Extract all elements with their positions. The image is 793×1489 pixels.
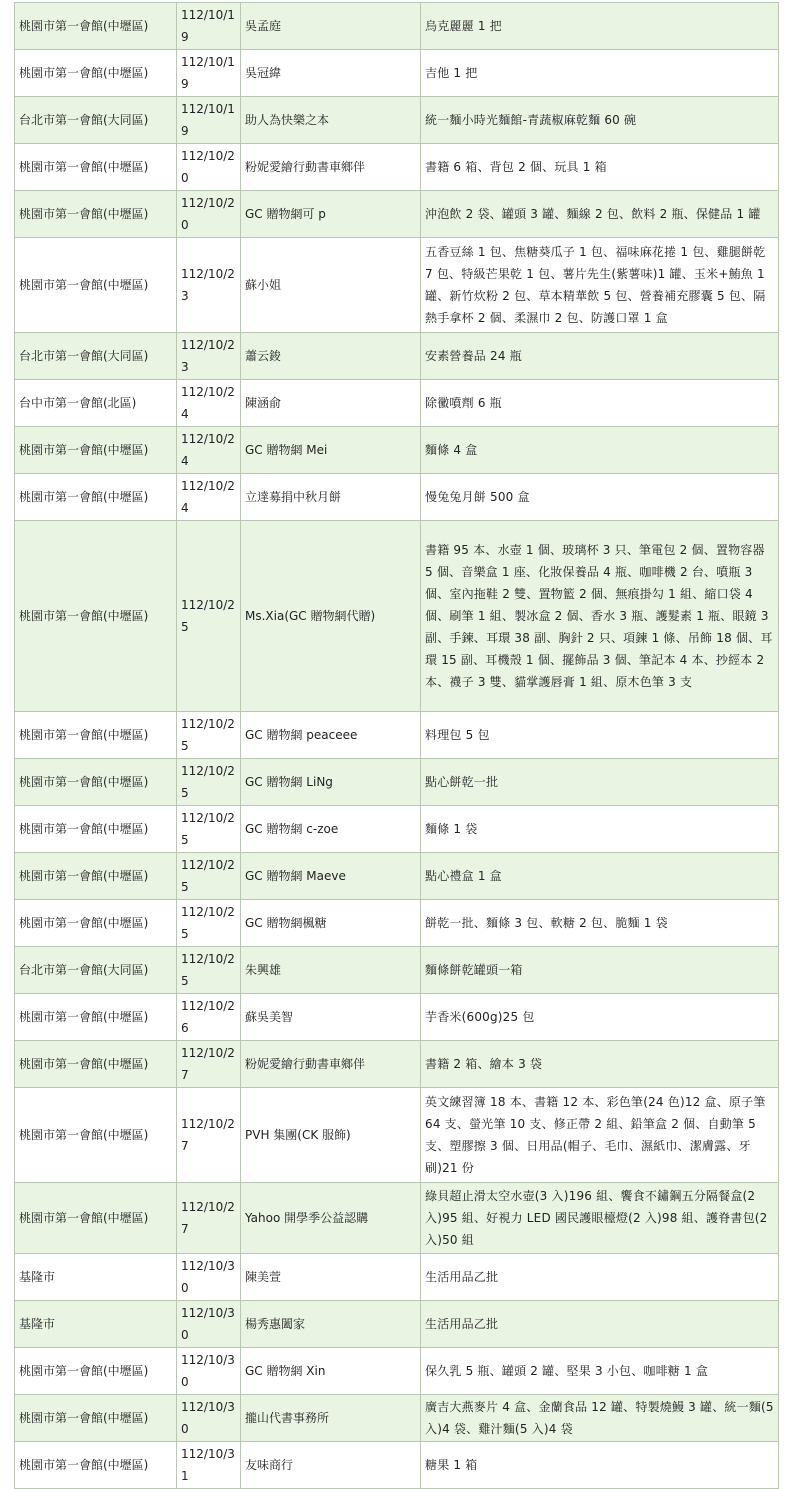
items-cell: 生活用品乙批 xyxy=(421,1301,779,1348)
table-row xyxy=(15,380,779,427)
date-cell: 112/10/23 xyxy=(177,238,241,333)
venue-cell: 桃園市第一會館(中壢區) xyxy=(15,806,177,853)
items-cell: 點心餅乾一批 xyxy=(421,759,779,806)
date-cell: 112/10/25 xyxy=(177,759,241,806)
date-cell: 112/10/27 xyxy=(177,1041,241,1088)
items-cell: 芋香米(600g)25 包 xyxy=(421,994,779,1041)
table-row xyxy=(15,1348,779,1395)
table-row xyxy=(15,1395,779,1442)
table-row xyxy=(15,333,779,380)
items-cell: 烏克麗麗 1 把 xyxy=(421,3,779,50)
venue-cell: 台北市第一會館(大同區) xyxy=(15,947,177,994)
table-row xyxy=(15,144,779,191)
donor-cell: 粉妮愛繪行動書車鄉伴 xyxy=(241,144,421,191)
date-cell: 112/10/30 xyxy=(177,1301,241,1348)
date-cell: 112/10/24 xyxy=(177,474,241,521)
date-cell: 112/10/25 xyxy=(177,712,241,759)
table-row xyxy=(15,1254,779,1301)
venue-cell: 台中市第一會館(北區) xyxy=(15,380,177,427)
table-row xyxy=(15,50,779,97)
date-cell: 112/10/30 xyxy=(177,1395,241,1442)
items-cell: 點心禮盒 1 盒 xyxy=(421,853,779,900)
venue-cell: 桃園市第一會館(中壢區) xyxy=(15,1183,177,1254)
donor-cell: 助人為快樂之本 xyxy=(241,97,421,144)
venue-cell: 桃園市第一會館(中壢區) xyxy=(15,191,177,238)
venue-cell: 桃園市第一會館(中壢區) xyxy=(15,427,177,474)
donor-cell: 攏山代書事務所 xyxy=(241,1395,421,1442)
venue-cell: 桃園市第一會館(中壢區) xyxy=(15,238,177,333)
table-row xyxy=(15,947,779,994)
date-cell: 112/10/27 xyxy=(177,1183,241,1254)
donation-table-body xyxy=(15,3,779,1489)
venue-cell: 桃園市第一會館(中壢區) xyxy=(15,994,177,1041)
donor-cell: GC 贈物網 Xin xyxy=(241,1348,421,1395)
donor-cell: GC 贈物網楓糖 xyxy=(241,900,421,947)
venue-cell: 台北市第一會館(大同區) xyxy=(15,333,177,380)
table-row xyxy=(15,427,779,474)
date-cell: 112/10/30 xyxy=(177,1348,241,1395)
items-cell: 生活用品乙批 xyxy=(421,1254,779,1301)
table-row xyxy=(15,1442,779,1489)
items-cell: 料理包 5 包 xyxy=(421,712,779,759)
table-row xyxy=(15,1301,779,1348)
items-cell: 統一麵小時光麵館-青蔬椒麻乾麵 60 碗 xyxy=(421,97,779,144)
items-cell: 糖果 1 箱 xyxy=(421,1442,779,1489)
donor-cell: GC 贈物網 peaceee xyxy=(241,712,421,759)
donor-cell: 吳孟庭 xyxy=(241,3,421,50)
table-row xyxy=(15,474,779,521)
date-cell: 112/10/24 xyxy=(177,380,241,427)
table-row xyxy=(15,97,779,144)
date-cell: 112/10/25 xyxy=(177,900,241,947)
venue-cell: 桃園市第一會館(中壢區) xyxy=(15,1088,177,1183)
date-cell: 112/10/30 xyxy=(177,1254,241,1301)
date-cell: 112/10/26 xyxy=(177,994,241,1041)
donor-cell: GC 贈物網 c-zoe xyxy=(241,806,421,853)
items-cell: 沖泡飲 2 袋、罐頭 3 罐、麵線 2 包、飲料 2 瓶、保健品 1 罐 xyxy=(421,191,779,238)
table-row xyxy=(15,806,779,853)
items-cell: 書籍 6 箱、背包 2 個、玩具 1 箱 xyxy=(421,144,779,191)
date-cell: 112/10/25 xyxy=(177,947,241,994)
items-cell: 保久乳 5 瓶、罐頭 2 罐、堅果 3 小包、咖啡糖 1 盒 xyxy=(421,1348,779,1395)
donor-cell: GC 贈物網 Maeve xyxy=(241,853,421,900)
table-row xyxy=(15,1183,779,1254)
items-cell: 除黴噴劑 6 瓶 xyxy=(421,380,779,427)
donor-cell: 陳美萱 xyxy=(241,1254,421,1301)
venue-cell: 桃園市第一會館(中壢區) xyxy=(15,1348,177,1395)
table-row xyxy=(15,712,779,759)
venue-cell: 基隆市 xyxy=(15,1301,177,1348)
venue-cell: 桃園市第一會館(中壢區) xyxy=(15,50,177,97)
donor-cell: 蕭云鋑 xyxy=(241,333,421,380)
table-row xyxy=(15,1088,779,1183)
donor-cell: 粉妮愛繪行動書車鄉伴 xyxy=(241,1041,421,1088)
date-cell: 112/10/24 xyxy=(177,427,241,474)
venue-cell: 台北市第一會館(大同區) xyxy=(15,97,177,144)
table-row xyxy=(15,3,779,50)
venue-cell: 桃園市第一會館(中壢區) xyxy=(15,144,177,191)
donor-cell: 蘇吳美智 xyxy=(241,994,421,1041)
items-cell: 餅乾一批、麵條 3 包、軟糖 2 包、脆麵 1 袋 xyxy=(421,900,779,947)
items-cell: 麵條 1 袋 xyxy=(421,806,779,853)
donor-cell: 蘇小姐 xyxy=(241,238,421,333)
donation-table xyxy=(14,2,779,1489)
donor-cell: Ms.Xia(GC 贈物網代贈) xyxy=(241,521,421,712)
venue-cell: 桃園市第一會館(中壢區) xyxy=(15,759,177,806)
date-cell: 112/10/19 xyxy=(177,3,241,50)
table-row xyxy=(15,994,779,1041)
date-cell: 112/10/23 xyxy=(177,333,241,380)
donor-cell: GC 贈物網 Mei xyxy=(241,427,421,474)
donor-cell: 吳冠緯 xyxy=(241,50,421,97)
items-cell: 慢兔兔月餅 500 盒 xyxy=(421,474,779,521)
items-cell: 綠貝超止滑太空水壺(3 入)196 組、饗食不鏽鋼五分隔餐盒(2 入)95 組、好視力 LED 國民護眼檯燈(2 入)98 組、護脊書包(2 入)50 組 xyxy=(421,1183,779,1254)
venue-cell: 桃園市第一會館(中壢區) xyxy=(15,1395,177,1442)
table-row xyxy=(15,191,779,238)
date-cell: 112/10/20 xyxy=(177,191,241,238)
donor-cell: Yahoo 開學季公益認購 xyxy=(241,1183,421,1254)
venue-cell: 桃園市第一會館(中壢區) xyxy=(15,3,177,50)
table-row xyxy=(15,1041,779,1088)
table-row xyxy=(15,900,779,947)
date-cell: 112/10/19 xyxy=(177,50,241,97)
table-row xyxy=(15,521,779,712)
items-cell: 麵條餅乾罐頭一箱 xyxy=(421,947,779,994)
donor-cell: GC 贈物網 LiNg xyxy=(241,759,421,806)
venue-cell: 桃園市第一會館(中壢區) xyxy=(15,853,177,900)
donor-cell: GC 贈物網可 p xyxy=(241,191,421,238)
donor-cell: 朱興雄 xyxy=(241,947,421,994)
date-cell: 112/10/20 xyxy=(177,144,241,191)
venue-cell: 桃園市第一會館(中壢區) xyxy=(15,1041,177,1088)
donor-cell: 楊秀惠闔家 xyxy=(241,1301,421,1348)
items-cell: 書籍 95 本、水壺 1 個、玻璃杯 3 只、筆電包 2 個、置物容器 5 個、音樂盒 1 座、化妝保養品 4 瓶、咖啡機 2 台、噴瓶 3 個、室內拖鞋 2 雙、置物籃 2 個、無痕掛勾 1 組、縮口袋 4 個、刷筆 1 組、製冰盒 2 個、香水 3 瓶、護髮素 1 瓶、眼鏡 3 副、手鍊、耳環 38 副、胸針 2 只、項鍊 1 條、吊飾 18 個、耳環 15 副、耳機殼 1 個、擺飾品 3 個、筆記本 4 本、抄經本 2 本、襪子 3 雙、貓掌護唇膏 1 組、原木色筆 3 支 xyxy=(421,521,779,712)
donor-cell: 立達募捐中秋月餅 xyxy=(241,474,421,521)
items-cell: 英文練習簿 18 本、書籍 12 本、彩色筆(24 色)12 盒、原子筆 64 支、螢光筆 10 支、修正帶 2 組、鉛筆盒 2 個、自動筆 5 支、塑膠擦 3 個、日用品(帽子、毛巾、濕紙巾、潔膚露、牙刷)21 份 xyxy=(421,1088,779,1183)
date-cell: 112/10/25 xyxy=(177,806,241,853)
date-cell: 112/10/25 xyxy=(177,521,241,712)
items-cell: 廣吉大燕麥片 4 盒、金蘭食品 12 罐、特製燒鰻 3 罐、統一麵(5 入)4 袋、雞汁麵(5 入)4 袋 xyxy=(421,1395,779,1442)
date-cell: 112/10/25 xyxy=(177,853,241,900)
donor-cell: 友味商行 xyxy=(241,1442,421,1489)
venue-cell: 基隆市 xyxy=(15,1254,177,1301)
donor-cell: PVH 集團(CK 服飾) xyxy=(241,1088,421,1183)
venue-cell: 桃園市第一會館(中壢區) xyxy=(15,900,177,947)
venue-cell: 桃園市第一會館(中壢區) xyxy=(15,712,177,759)
date-cell: 112/10/27 xyxy=(177,1088,241,1183)
table-row xyxy=(15,238,779,333)
items-cell: 吉他 1 把 xyxy=(421,50,779,97)
items-cell: 五香豆絲 1 包、焦糖葵瓜子 1 包、福味麻花捲 1 包、雞腿餅乾 7 包、特級芒果乾 1 包、薯片先生(紫薯味)1 罐、玉米+鮪魚 1 罐、新竹炊粉 2 包、草本精華飲 5 包、營養補充膠囊 5 包、隔熱手拿杯 2 個、柔濕巾 2 包、防護口罩 1 盒 xyxy=(421,238,779,333)
venue-cell: 桃園市第一會館(中壢區) xyxy=(15,521,177,712)
date-cell: 112/10/19 xyxy=(177,97,241,144)
table-row xyxy=(15,759,779,806)
donor-cell: 陳涵俞 xyxy=(241,380,421,427)
items-cell: 安素營養品 24 瓶 xyxy=(421,333,779,380)
items-cell: 書籍 2 箱、繪本 3 袋 xyxy=(421,1041,779,1088)
date-cell: 112/10/31 xyxy=(177,1442,241,1489)
venue-cell: 桃園市第一會館(中壢區) xyxy=(15,474,177,521)
items-cell: 麵條 4 盒 xyxy=(421,427,779,474)
venue-cell: 桃園市第一會館(中壢區) xyxy=(15,1442,177,1489)
table-row xyxy=(15,853,779,900)
